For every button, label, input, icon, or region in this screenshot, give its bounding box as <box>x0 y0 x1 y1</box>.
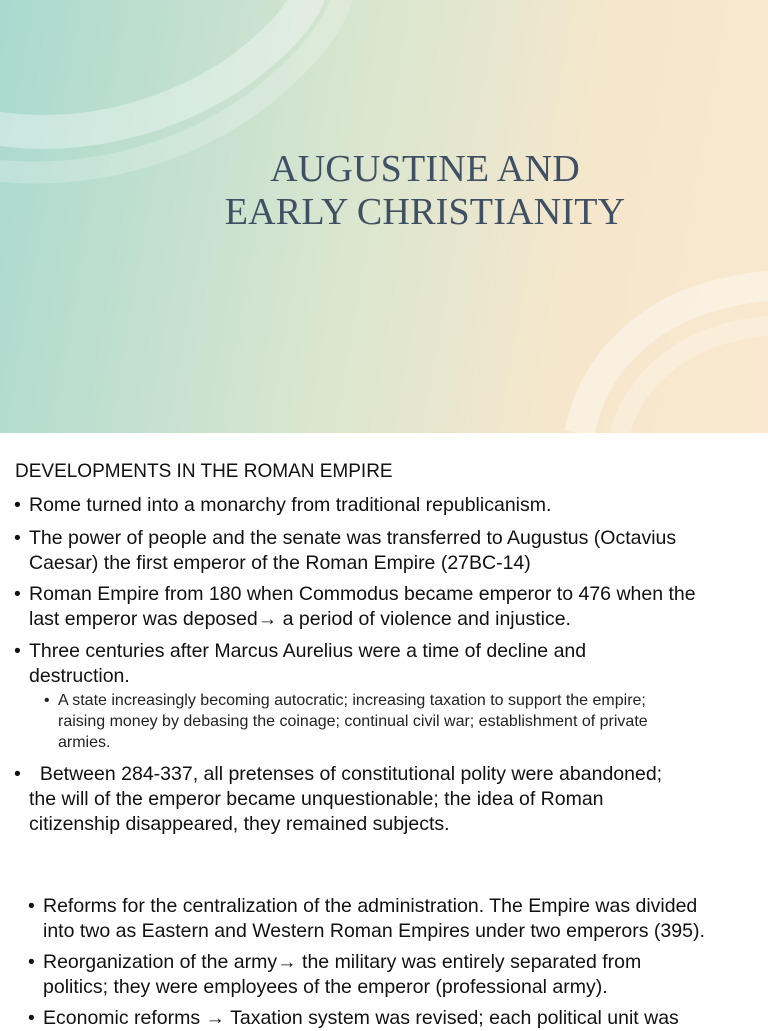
bullet-item <box>14 582 696 632</box>
bullet-item <box>28 894 705 944</box>
content-slide <box>0 433 768 1029</box>
bullet-text: Three centuries after Marcus Aurelius were a time of decline and <box>29 640 587 662</box>
bullet-text: into two as Eastern and Western Roman Empires under two emperors (395). <box>43 920 705 942</box>
bullet-icon: • <box>14 583 21 605</box>
bullet-icon: • <box>14 763 21 785</box>
sub-bullet-text: A state increasingly becoming autocratic; increasing taxation to support the empire; <box>58 692 646 709</box>
bullet-text: Roman Empire from 180 when Commodus became emperor to 476 when the <box>29 583 696 605</box>
section-heading: DEVELOPMENTS IN THE ROMAN EMPIRE <box>15 461 393 482</box>
bullet-text: The power of people and the senate was transferred to Augustus (Octavius <box>29 527 677 549</box>
bullet-text: destruction. <box>29 665 130 687</box>
bullet-icon: • <box>28 1007 35 1029</box>
bullet-icon: • <box>14 527 21 549</box>
bullet-text: Rome turned into a monarchy from traditional republicanism. <box>29 494 552 516</box>
title-line-2: EARLY CHRISTIANITY <box>224 191 626 233</box>
bullet-text: the will of the emperor became unquestionable; the idea of Roman <box>29 788 604 810</box>
bullet-item <box>14 762 663 837</box>
bullet-text: Reforms for the centralization of the administration. The Empire was divided <box>43 895 698 917</box>
bullet-item <box>28 1006 679 1031</box>
bullet-text: Between 284-337, all pretenses of constitutional polity were abandoned; <box>29 763 663 785</box>
bullet-text: Reorganization of the army→ the military was entirely separated from <box>43 951 642 973</box>
bullet-icon: • <box>28 895 35 917</box>
presentation-title <box>160 148 690 234</box>
bullet-item <box>14 526 677 576</box>
bullet-icon: • <box>44 692 50 709</box>
sub-bullet-text: armies. <box>58 734 111 751</box>
bullet-icon: • <box>14 640 21 662</box>
title-line-1: AUGUSTINE AND <box>270 148 580 190</box>
bullet-item <box>14 493 552 518</box>
sub-bullet-item <box>44 690 648 753</box>
bullet-text: last emperor was deposed→ a period of violence and injustice. <box>29 608 571 630</box>
bullet-item <box>28 950 642 1000</box>
bullet-text: citizenship disappeared, they remained subjects. <box>29 813 450 835</box>
title-slide <box>0 0 768 433</box>
bullet-icon: • <box>14 494 21 516</box>
bullet-item <box>14 639 587 689</box>
bullet-icon: • <box>28 951 35 973</box>
bullet-text: Caesar) the first emperor of the Roman Empire (27BC-14) <box>29 552 531 574</box>
bullet-text: Economic reforms → Taxation system was revised; each political unit was <box>43 1007 679 1029</box>
bullet-text: politics; they were employees of the emperor (professional army). <box>43 976 608 998</box>
sub-bullet-text: raising money by debasing the coinage; continual civil war; establishment of private <box>58 713 648 730</box>
